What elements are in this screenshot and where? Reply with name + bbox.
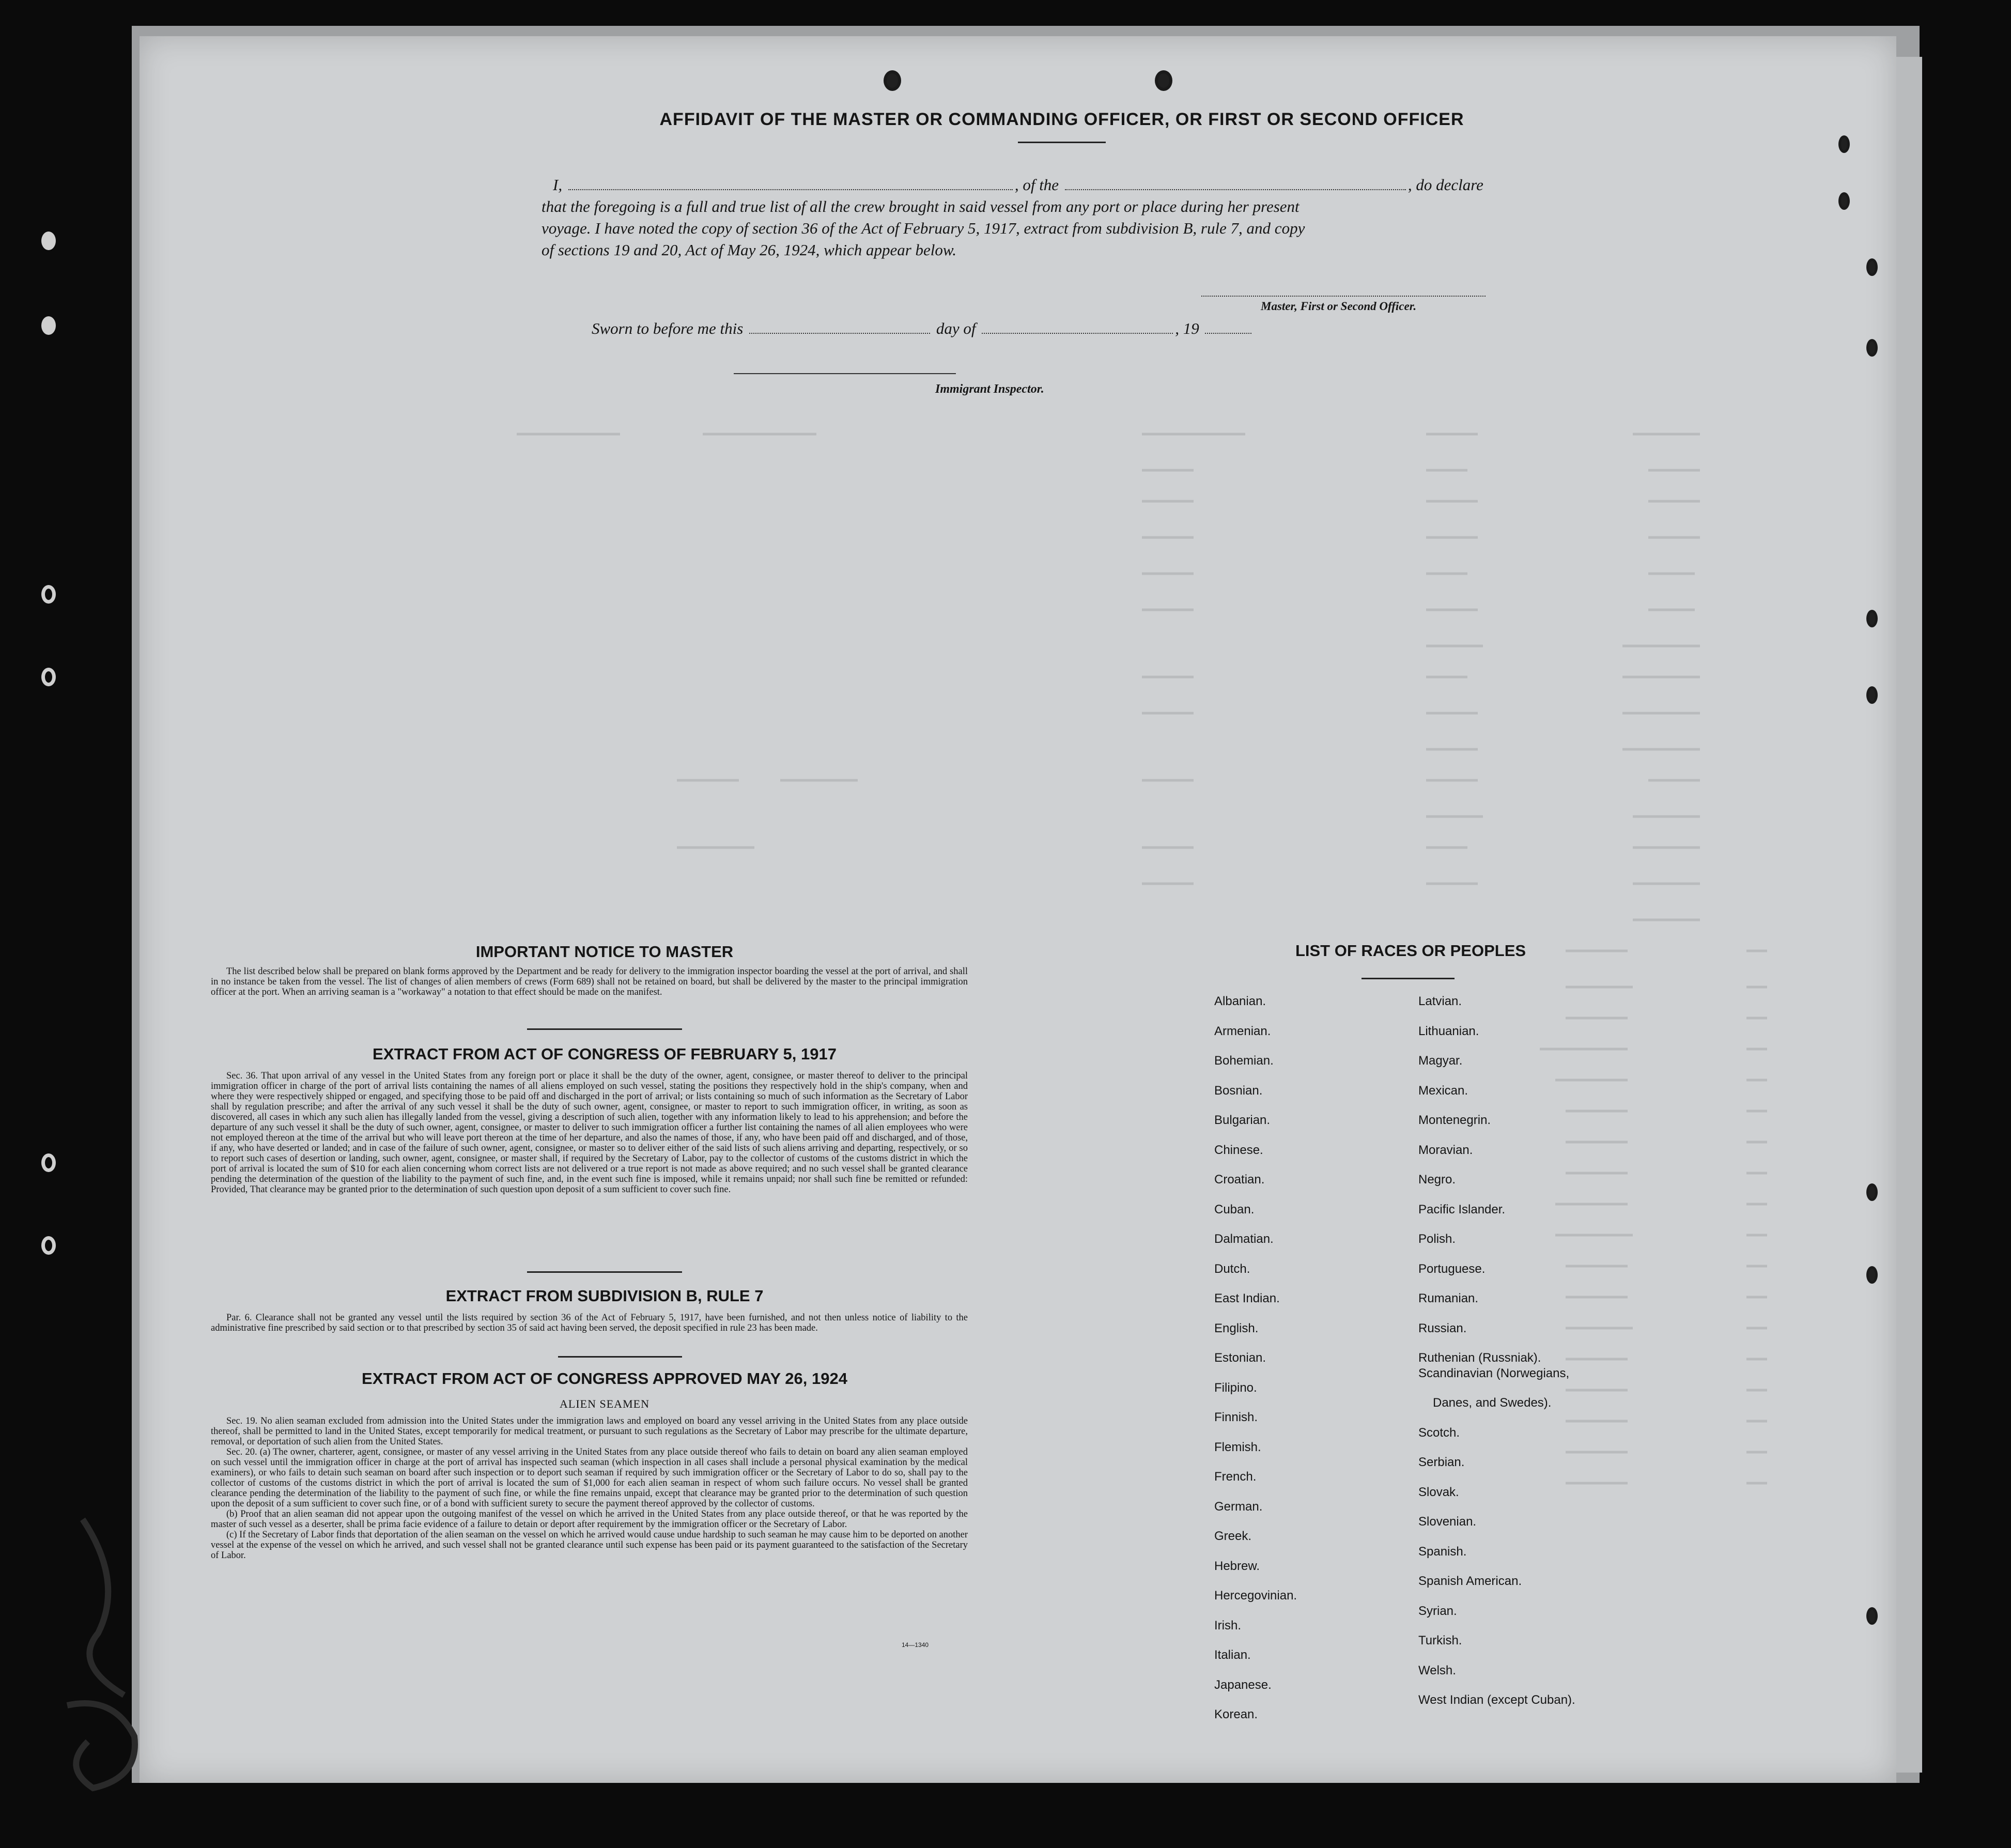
race-item: Korean. [1214,1707,1258,1721]
sec20a-paragraph: Sec. 20. (a) The owner, charterer, agent, consignee, or master of any vessel arriving in the United States from any place outside thereof who fails to detain on board any alien seaman employed on such vessel until the immigration officer in charge at the port of arrival has inspected such seaman (which inspection in all cases shall include a personal physical examination by the medical examiners), or who fails to detain such seaman on board after such inspection or to deport such seaman if required by such immigration officer or the Secretary of Labor to do so, shall pay to the collector of customs of the customs district in which the port of arrival is located the sum of $1,000 for each alien seaman in respect of whom such failure occurs. No vessel shall be granted clearance pending the determination of the liability to the payment of such fine, or while the fine remains unpaid, except that clearance may be granted prior to the determination of such question upon the deposit of a sum sufficient to cover such fine, or of a bond with sufficient surety to secure the payment thereof approved by the collector of customs. [211,1447,968,1509]
races-left-column [1214,994,1411,1738]
extract-1917-text [211,1071,968,1195]
notice-title: IMPORTANT NOTICE TO MASTER [475,943,734,961]
punch-hole-icon [1838,192,1850,210]
punch-hole-icon [1155,70,1172,91]
race-item: Spanish. [1418,1544,1467,1559]
race-item: French. [1214,1470,1257,1484]
race-item: Russian. [1418,1321,1467,1335]
binder-hole-icon [41,585,56,604]
race-item: Mexican. [1418,1083,1468,1098]
punch-hole-icon [1866,1183,1878,1201]
rule7-title: EXTRACT FROM SUBDIVISION B, RULE 7 [445,1287,764,1305]
sworn-year-blank[interactable] [1205,333,1251,334]
race-item: Latvian. [1418,994,1462,1008]
punch-hole-icon [1866,1607,1878,1625]
divider [527,1028,682,1030]
races-title: LIST OF RACES OR PEOPLES [1295,942,1526,960]
inspector-signature-line [734,373,956,374]
binder-hole-icon [41,316,56,335]
binder-hole-icon [41,232,56,250]
race-item: Syrian. [1418,1604,1457,1618]
race-item: Albanian. [1214,994,1266,1008]
race-item: East Indian. [1214,1291,1280,1305]
affidavit-line-3: voyage. I have noted the copy of section 36 of the Act of February 5, 1917, extract from subdivision B, rule 7, and copy [542,219,1305,237]
race-item: Turkish. [1418,1634,1462,1647]
race-item: Slovak. [1418,1485,1459,1499]
inspector-label: Immigrant Inspector. [935,382,1044,396]
race-item: Pacific Islander. [1418,1202,1506,1216]
title-underline [1018,142,1106,143]
sec20b-paragraph: (b) Proof that an alien seaman did not appear upon the outgoing manifest of the vessel on which he arrived in the United States from any place outside thereof, or that he was reported by the master of such vessel as a deserter, shall be prima facie evidence of a failure to detain or deport after requirement by the immigration officer or the Secretary of Labor. [211,1509,968,1530]
race-item: Greek. [1214,1529,1252,1543]
do-declare-label: , do declare [1407,176,1483,194]
race-item: Dalmatian. [1214,1232,1274,1246]
race-item: Armenian. [1214,1024,1271,1038]
extract-1924-title: EXTRACT FROM ACT OF CONGRESS APPROVED MAY 26, 1924 [362,1369,847,1388]
punch-hole-icon [1866,258,1878,276]
form-number: 14—1340 [902,1641,929,1649]
race-item: Ruthenian (Russniak). [1418,1351,1541,1365]
extract-1917-title: EXTRACT FROM ACT OF CONGRESS OF FEBRUARY 5, 1917 [373,1045,837,1063]
race-item: Bohemian. [1214,1054,1274,1068]
par6-paragraph: Par. 6. Clearance shall not be granted any vessel until the lists required by section 36 of the Act of February 5, 1917, have been furnished, and not then unless notice of liability to the administrative fine prescribed by said section or to that prescribed by section 35 of said act having been served, the deposit specified in rule 23 has been made. [211,1313,968,1333]
race-item: Estonian. [1214,1351,1266,1365]
punch-hole-icon [1838,135,1850,153]
race-item: Croatian. [1214,1173,1265,1187]
punch-hole-icon [1866,686,1878,704]
sworn-day-blank[interactable] [749,333,930,334]
race-item: Lithuanian. [1418,1024,1479,1038]
sworn-prefix: Sworn to before me this [592,319,744,337]
races-right-column [1418,994,1687,1738]
race-item: Italian. [1214,1648,1251,1662]
signature-label: Master, First or Second Officer. [1261,300,1417,313]
binder-hole-icon [41,668,56,686]
race-item: Magyar. [1418,1054,1463,1068]
race-item: West Indian (except Cuban). [1418,1693,1575,1707]
race-item: Finnish. [1214,1410,1258,1424]
race-item: Slovenian. [1418,1515,1477,1529]
affidavit-line-1 [553,175,1524,195]
punch-hole-icon [1866,610,1878,627]
vessel-blank[interactable] [1065,189,1406,190]
affidavit-line-4: of sections 19 and 20, Act of May 26, 1924, which appear below. [542,241,957,259]
binder-hole-icon [41,1236,56,1255]
affidavit-title: AFFIDAVIT OF THE MASTER OR COMMANDING OFFICER, OR FIRST OR SECOND OFFICER [659,110,1464,129]
race-item: Irish. [1214,1618,1242,1633]
of-the-label: , of the [1014,176,1059,194]
race-item: Flemish. [1214,1440,1261,1454]
punch-hole-icon [1866,1266,1878,1284]
race-item: Danes, and Swedes). [1433,1396,1552,1410]
race-item: Dutch. [1214,1261,1250,1276]
race-item: Chinese. [1214,1143,1263,1157]
notice-paragraph: The list described below shall be prepared on blank forms approved by the Department and be ready for delivery to the immigration inspector boarding the vessel at the port of arrival, and shall in no instance be taken from the vessel. The list of changes of alien members of crews (Form 689) shall not be retained on board, but shall be delivered by the master to the principal immigration officer at the port. When an arriving seaman is a "workaway" a notation to that effect should be made on the manifest. [211,966,968,997]
race-item: German. [1214,1499,1263,1514]
race-item: Serbian. [1418,1455,1465,1469]
race-item: Rumanian. [1418,1291,1479,1305]
punch-hole-icon [884,70,901,91]
sworn-line [592,318,1254,339]
race-item: Bulgarian. [1214,1113,1271,1127]
race-item: Moravian. [1418,1143,1473,1157]
handwritten-scribble [52,1499,155,1809]
race-item: Montenegrin. [1418,1113,1491,1127]
affidavit-i: I, [553,176,563,194]
sec19-paragraph: Sec. 19. No alien seaman excluded from admission into the United States under the immigration laws and employed on board any vessel arriving in the United States from any place outside thereof, shall be permitted to land in the United States, except temporarily for medical treatment, or pursuant to such regulations as the Secretary of Labor may prescribe for the ultimate departure, removal, or deportation of such alien from the United States. [211,1416,968,1447]
sworn-year: , 19 [1175,319,1199,337]
race-item: Bosnian. [1214,1083,1263,1098]
sworn-month-blank[interactable] [982,333,1173,334]
race-item: Hebrew. [1214,1559,1260,1573]
punch-hole-icon [1866,339,1878,357]
sec36-paragraph: Sec. 36. That upon arrival of any vessel in the United States from any foreign port or place it shall be the duty of the owner, agent, consignee, or master thereof to deliver to the principal immigration officer in charge of the port of arrival lists containing the names of all aliens employed on such vessel, stating the positions they respectively hold in the ship's company, when and where they were respectively shipped or engaged, and specifying those to be paid off and discharged in the port of arrival; or lists containing so much of such information as the Secretary of Labor shall by regulation prescribe; and after the arrival of any such vessel it shall be the duty of such owner, agent, consignee, or master to report to such immigration officer, in writing, as soon as discovered, all cases in which any such alien has illegally landed from the vessel, giving a description of such alien, together with any information likely to lead to his apprehension; and before the departure of any such vessel it shall be the duty of such owner, agent, consignee, or master to deliver to such immigration officer a further list containing the names of all alien employees who were not employed thereon at the time of the arrival but who will leave port thereon at the time of her departure, and also the names of those, if any, who have been paid off and discharged, and of those, if any, who have deserted or landed; and in case of the failure of such owner, agent, consignee, or master so to deliver either of the said lists of such aliens arriving and departing, respectively, or so to report such cases of desertion or landing, such owner, agent, consignee, or master shall, if required by the Secretary of Labor, pay to the collector of customs of the customs district in which the port of arrival is located the sum of $10 for each alien concerning whom correct lists are not delivered or a true report is not made as above required; and no such vessel shall be granted clearance pending the determination of the question of the liability to the payment of such fine, and, in the event such fine is imposed, while it remains unpaid; nor shall such fine be remitted or refunded: Provided, That clearance may be granted prior to the determination of such question upon deposit of a sum sufficient to cover such fine. [211,1071,968,1195]
race-item: Hercegovinian. [1214,1589,1297,1603]
race-item: Scotch. [1418,1425,1460,1440]
race-item: Scandinavian (Norwegians, [1418,1366,1570,1380]
notice-text [211,966,968,997]
divider [527,1271,682,1273]
race-item: Portuguese. [1418,1261,1486,1276]
extract-1924-text [211,1416,968,1561]
race-item: Spanish American. [1418,1574,1522,1588]
race-item: Negro. [1418,1173,1456,1187]
affidavit-line-2: that the foregoing is a full and true list of all the crew brought in said vessel from any port or place during her present [542,197,1300,215]
signature-line [1201,296,1486,297]
race-item: Cuban. [1214,1202,1255,1216]
binder-hole-icon [41,1153,56,1172]
race-item: Japanese. [1214,1677,1272,1692]
race-item: Welsh. [1418,1663,1456,1677]
alien-seamen-subtitle: ALIEN SEAMEN [560,1397,649,1410]
divider [558,1356,682,1358]
bleed-through-text [496,419,1819,935]
sec20c-paragraph: (c) If the Secretary of Labor finds that deportation of the alien seaman on the vessel on which he arrived would cause undue hardship to such seaman he may cause him to be deported on another vessel at the expense of the vessel on which he arrived, and such vessel shall not be granted clearance until such expense has been paid or its payment guaranteed to the satisfaction of the Secretary of Labor. [211,1530,968,1561]
race-item: English. [1214,1321,1259,1335]
rule7-text [211,1313,968,1333]
sworn-day-of: day of [936,319,976,337]
divider [1362,978,1455,979]
name-blank[interactable] [568,189,1013,190]
race-item: Polish. [1418,1232,1456,1246]
race-item: Filipino. [1214,1380,1257,1395]
